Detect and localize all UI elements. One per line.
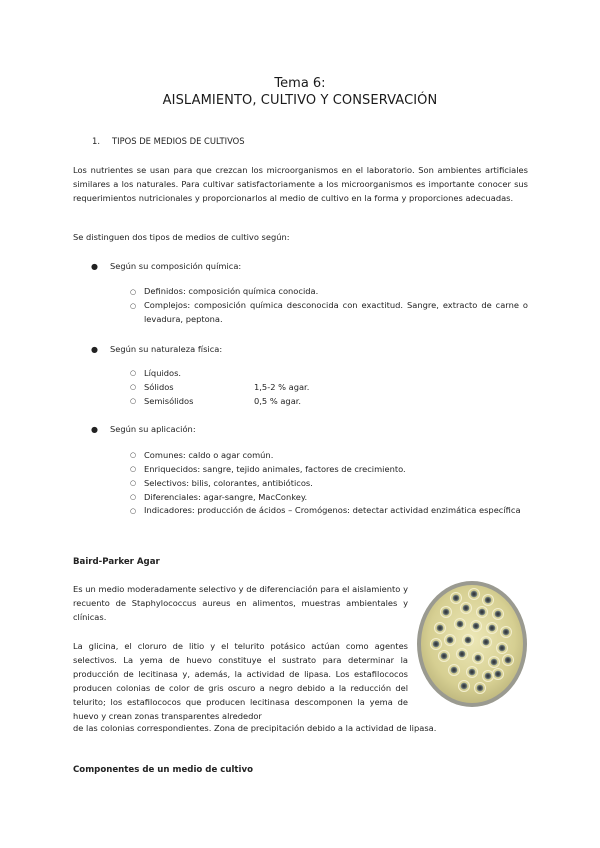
petri-dish-image (416, 578, 528, 708)
list-item: Sólidos (144, 382, 174, 392)
section-heading-text: TIPOS DE MEDIOS DE CULTIVOS (112, 136, 245, 146)
list-item: Comunes: caldo o agar común. (144, 450, 274, 460)
group-label-application: Según su aplicación: (110, 424, 196, 434)
baird-parker-heading: Baird-Parker Agar (73, 557, 160, 567)
colony-dot (475, 655, 482, 662)
hollow-bullet-icon: ○ (130, 465, 137, 473)
page-title-topic: Tema 6: (274, 76, 326, 91)
colony-dot (473, 623, 480, 630)
baird-parker-paragraph-1: Es un medio moderadamente selectivo y de diferenciación para el aislamiento y recuento de Staphylococcus aureus en alimentos, muestras ambientales y clínicas. (73, 584, 408, 622)
hollow-bullet-icon: ○ (130, 288, 137, 296)
colony-dot (453, 595, 460, 602)
section-number: 1. (92, 136, 100, 146)
colony-dot (483, 639, 490, 646)
colony-dot (459, 651, 466, 658)
hollow-bullet-icon: ○ (130, 369, 137, 377)
colony-dot (443, 609, 450, 616)
intro-paragraph: Los nutrientes se usan para que crezcan los microorganismos en el laboratorio. Son ambientes artificiales similares a los naturales. Para cultivar satisfactoriamente a los microorganismos es importante conocer sus requerimientos nutricionales y proporcionarlos al medio de cultivo en la forma y proporciones adecuadas. (73, 165, 528, 203)
hollow-bullet-icon: ○ (130, 451, 137, 459)
componentes-heading: Componentes de un medio de cultivo (73, 765, 253, 775)
group-label-physical: Según su naturaleza física: (110, 344, 223, 354)
hollow-bullet-icon: ○ (130, 493, 137, 501)
list-item: Diferenciales: agar-sangre, MacConkey. (144, 492, 308, 502)
bullet-icon: ● (91, 425, 98, 434)
hollow-bullet-icon: ○ (130, 383, 137, 391)
bullet-icon: ● (91, 262, 98, 271)
colony-dot (457, 621, 464, 628)
baird-parker-paragraph-2-end: de las colonias correspondientes. Zona de precipitación debido a la actividad de lipasa. (73, 723, 437, 733)
list-item: Líquidos. (144, 368, 182, 378)
colony-dot (485, 673, 492, 680)
colony-dot (471, 591, 478, 598)
colony-dot (441, 653, 448, 660)
hollow-bullet-icon: ○ (130, 479, 137, 487)
list-item: Selectivos: bilis, colorantes, antibióticos. (144, 478, 313, 488)
colony-dot (437, 625, 444, 632)
colony-dot (447, 637, 454, 644)
colony-dot (465, 637, 472, 644)
colony-dot (451, 667, 458, 674)
colony-dot (485, 597, 492, 604)
list-item: Enriquecidos: sangre, tejido animales, factores de crecimiento. (144, 464, 406, 474)
page-title: AISLAMIENTO, CULTIVO Y CONSERVACIÓN (162, 93, 438, 108)
hollow-bullet-icon: ○ (130, 507, 137, 515)
section-heading (92, 136, 245, 146)
colony-dot (463, 605, 470, 612)
colony-dot (489, 625, 496, 632)
list-item: Indicadores: producción de ácidos – Cromógenos: detectar actividad enzimática específica (144, 505, 521, 515)
baird-parker-paragraph-2: La glicina, el cloruro de litio y el telurito potásico actúan como agentes selectivos. La yema de huevo constituye el sustrato para determinar la producción de lecitinasa y, además, la actividad de lipasa. Los estafilococos producen colonias de color de gris oscuro a negro debido a la reducción del telurito; los estafilococos que producen lecitinasa descomponen la yema de huevo y crean zonas transparentes alrededor (73, 641, 408, 721)
colony-dot (495, 611, 502, 618)
colony-dot (477, 685, 484, 692)
colony-dot (461, 683, 468, 690)
bullet-icon: ● (91, 345, 98, 354)
colony-dot (433, 641, 440, 648)
list-item: Complejos: composición química desconocida con exactitud. Sangre, extracto de carne o levadura, peptona. (144, 300, 528, 324)
list-item: Semisólidos (144, 396, 194, 406)
colony-dot (499, 645, 506, 652)
hollow-bullet-icon: ○ (130, 397, 137, 405)
colony-dot (491, 659, 498, 666)
list-item-value: 0,5 % agar. (254, 396, 302, 406)
colony-dot (505, 657, 512, 664)
colony-dot (495, 671, 502, 678)
colony-dot (469, 669, 476, 676)
colony-dot (503, 629, 510, 636)
group-label-composition: Según su composición química: (110, 261, 242, 271)
list-item-value: 1,5-2 % agar. (254, 382, 310, 392)
list-item: Definidos: composición química conocida. (144, 286, 319, 296)
colony-dot (479, 609, 486, 616)
hollow-bullet-icon: ○ (130, 302, 137, 310)
lead-paragraph: Se distinguen dos tipos de medios de cultivo según: (73, 232, 290, 242)
